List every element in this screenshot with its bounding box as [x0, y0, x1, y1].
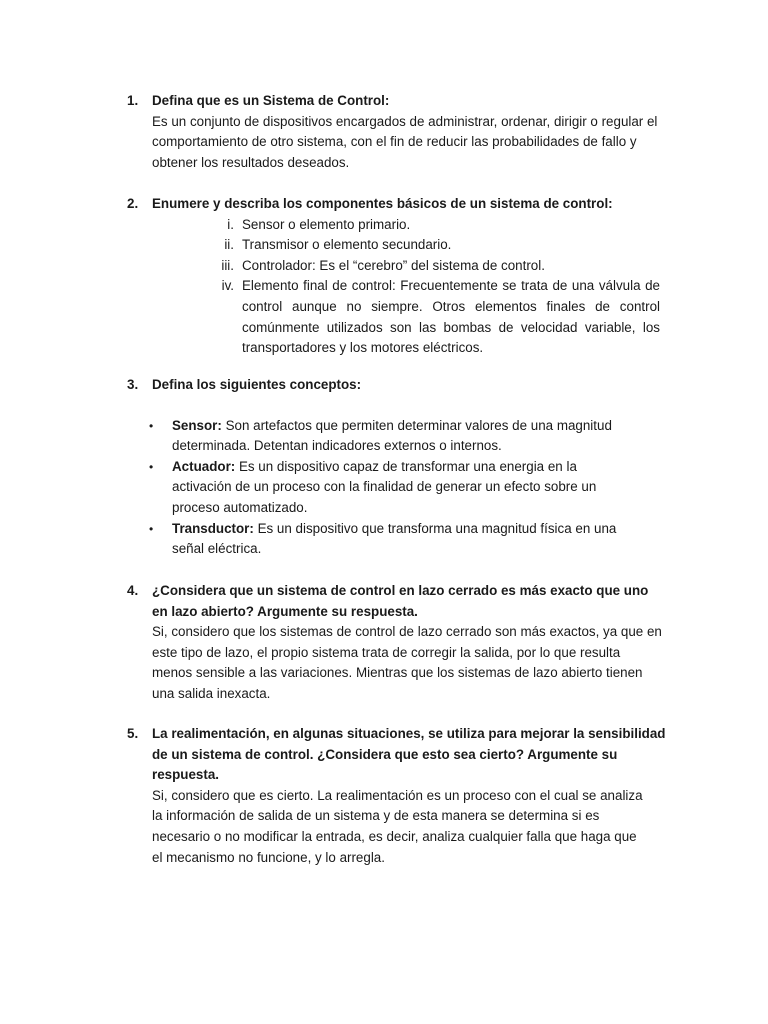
answer-text: Si, considero que es cierto. La realimentación es un proceso con el cual se analiza la información de salida de un sistema y de esta manera se determina si es necesario o no modificar la entrada, es decir, analiza cualquier falla que haga que el mecanismo no funcione, y lo arregla. — [152, 787, 643, 865]
bullet-icon: • — [149, 521, 154, 536]
concepts-list — [127, 416, 632, 560]
question-title: Defina los siguientes conceptos: — [152, 377, 362, 392]
question-title: Enumere y describa los componentes básicos de un sistema de control: — [152, 196, 613, 211]
question-number: 2. — [127, 196, 139, 211]
list-item — [127, 457, 632, 519]
question-title: Defina que es un Sistema de Control: — [152, 93, 390, 108]
term-label: Sensor: — [172, 417, 222, 433]
question-3 — [127, 375, 667, 560]
term-label: Actuador: — [172, 458, 236, 474]
list-item — [127, 256, 660, 277]
bullet-icon: • — [149, 418, 154, 433]
term-label: Transductor: — [172, 520, 254, 536]
answer-text: Si, considero que los sistemas de control de lazo cerrado son más exactos, ya que en este tipo de lazo, el propio sistema trata de corregir la salida, por lo que resulta menos sensible a las variaciones. Mientras que los sistemas de lazo abierto tienen una salida inexacta. — [152, 624, 662, 701]
term-definition: Son artefactos que permiten determinar valores de una magnitud determinada. Detentan indicadores externos o internos. — [172, 417, 612, 454]
question-number: 4. — [127, 583, 139, 598]
item-label: Elemento final de control: — [242, 278, 401, 294]
question-number: 5. — [127, 726, 139, 741]
list-item — [127, 519, 632, 560]
list-number: iv. — [221, 278, 234, 294]
question-number: 3. — [127, 377, 139, 392]
components-list — [127, 215, 660, 359]
answer-text: Es un conjunto de dispositivos encargados de administrar, ordenar, dirigir o regular el comportamiento de otro sistema, con el fin de reducir las probabilidades de fallo y obtener los resultados deseados. — [152, 113, 658, 170]
question-2 — [127, 194, 667, 359]
term-definition: Es un dispositivo que transforma una magnitud física en una señal eléctrica. — [172, 520, 617, 557]
item-text: Es el “cerebro” del sistema de control. — [319, 257, 545, 273]
question-number: 1. — [127, 93, 139, 108]
list-item — [127, 215, 660, 236]
item-text: Transmisor o elemento secundario. — [242, 237, 452, 253]
bullet-icon: • — [149, 459, 154, 474]
list-item — [127, 416, 632, 457]
question-title: ¿Considera que un sistema de control en lazo cerrado es más exacto que uno en lazo abierto? Argumente su respuesta. — [152, 583, 649, 619]
item-text: Sensor o elemento primario. — [242, 216, 411, 232]
question-title: La realimentación, en algunas situaciones, se utiliza para mejorar la sensibilidad de un sistema de control. ¿Considera que esto sea cierto? Argumente su respuesta. — [152, 726, 666, 783]
item-text: Frecuentemente se trata de una válvula de control aunque no siempre. Otros elementos finales de control comúnmente utilizados son las bombas de velocidad variable, los transportadores y los motores eléctricos. — [242, 278, 660, 356]
question-1 — [127, 91, 667, 173]
list-item — [127, 235, 660, 256]
term-definition: Es un dispositivo capaz de transformar una energia en la activación de un proceso con la finalidad de generar un efecto sobre un proceso automatizado. — [172, 458, 597, 515]
list-item — [127, 276, 660, 358]
item-label: Controlador: — [242, 257, 320, 273]
list-number: ii. — [224, 237, 234, 253]
question-5 — [127, 724, 667, 868]
question-4 — [127, 581, 667, 705]
list-number: iii. — [221, 257, 234, 273]
list-number: i. — [227, 216, 234, 232]
